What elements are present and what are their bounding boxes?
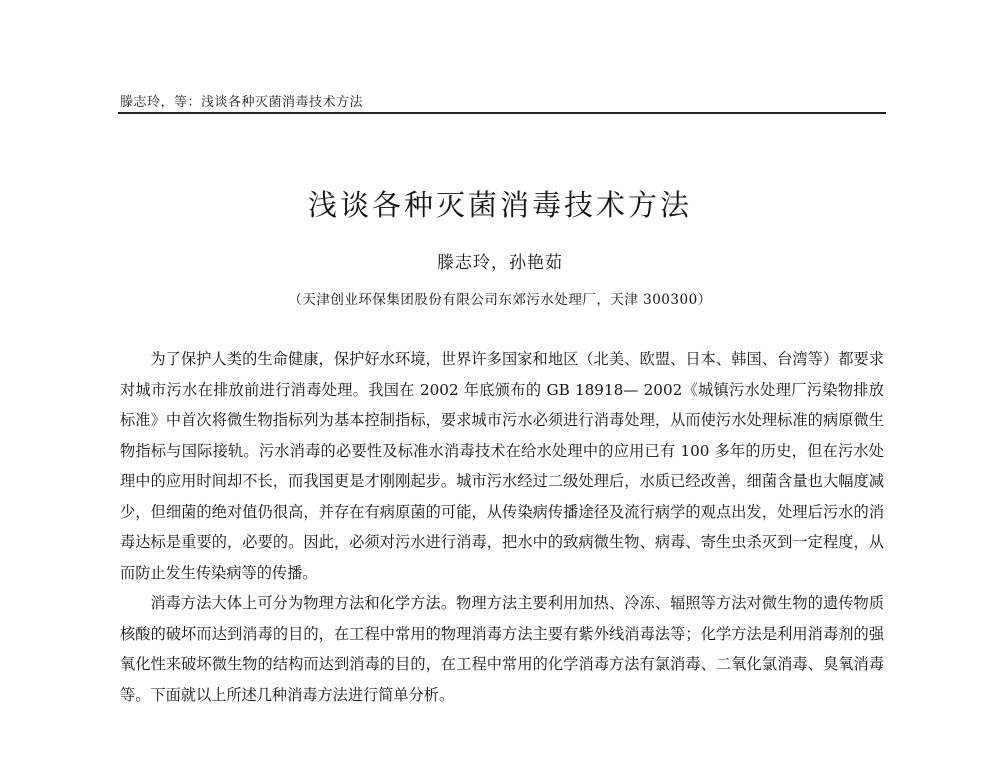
paragraph-2: 消毒方法大体上可分为物理方法和化学方法。物理方法主要利用加热、冷冻、辐照等方法对微生物的遗传物质核酸的破坏而达到消毒的目的，在工程中常用的物理消毒方法主要有紫外线消毒法等；化学方法是利用消毒剂的强氧化性来破坏微生物的结构而达到消毒的目的，在工程中常用的化学消毒方法有氯消毒、二氧化氯消毒、臭氧消毒等。下面就以上所述几种消毒方法进行简单分析。 [120,594,884,704]
affiliation: （天津创业环保集团股份有限公司东郊污水处理厂，天津 300300） [288,292,712,308]
body-text [120,344,884,710]
running-head: 滕志玲，等：浅谈各种灭菌消毒技术方法 [120,95,364,110]
paper-title: 浅谈各种灭菌消毒技术方法 [307,188,692,222]
paragraph-1: 为了保护人类的生命健康，保护好水环境，世界许多国家和地区（北美、欧盟、日本、韩国、台湾等）都要求对城市污水在排放前进行消毒处理。我国在 2002 年底颁布的 GB 18918— 2002《城镇污水处理厂污染物排放标准》中首次将微生物指标列为基本控制指标，要求城市污水必须进行消毒处理，从而使污水处理标准的病原微生物指标与国际接轨。污水消毒的必要性及标准水消毒技术在给水处理中的应用已有 100 多年的历史，但在污水处理中的应用时间却不长，而我国更是才刚刚起步。城市污水经过二级处理后，水质已经改善，细菌含量也大幅度减少，但细菌的绝对值仍很高，并存在有病原菌的可能，从传染病传播途径及流行病学的观点出发，处理后污水的消毒达标是重要的，必要的。因此，必须对污水进行消毒，把水中的致病微生物、病毒、寄生虫杀灭到一定程度，从而防止发生传染病等的传播。 [120,350,884,582]
authors: 滕志玲，孙艳茹 [437,253,563,273]
header-rule [118,112,886,114]
